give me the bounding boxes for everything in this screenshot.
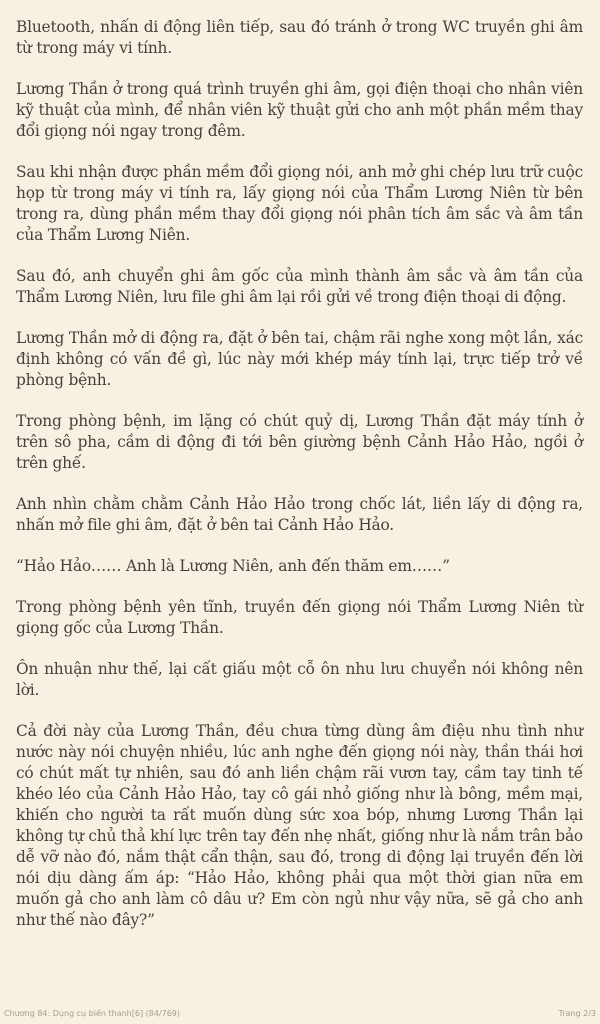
paragraph: Anh nhìn chằm chằm Cảnh Hảo Hảo trong chốc lát, liền lấy di động ra, nhấn mở file ghi âm, đặt ở bên tai Cảnh Hảo Hảo. — [16, 495, 583, 534]
chapter-progress: Chương 84: Dụng cụ biến thanh[6] (84/769) — [4, 1008, 181, 1018]
paragraph: Ôn nhuận như thế, lại cất giấu một cỗ ôn nhu lưu chuyển nói không nên lời. — [16, 660, 583, 699]
paragraph: Trong phòng bệnh, im lặng có chút quỷ dị, Lương Thần đặt máy tính ở trên sô pha, cầm di động đi tới bên giường bệnh Cảnh Hảo Hảo, ngồi ở trên ghế. — [16, 412, 583, 472]
paragraph: “Hảo Hảo…… Anh là Lương Niên, anh đến thăm em……” — [16, 557, 450, 575]
paragraph: Bluetooth, nhấn di động liên tiếp, sau đó tránh ở trong WC truyền ghi âm từ trong máy vi tính. — [16, 18, 583, 57]
paragraph: Sau khi nhận được phần mềm đổi giọng nói, anh mở ghi chép lưu trữ cuộc họp từ trong máy vi tính ra, lấy giọng nói của Thẩm Lương Niên từ bên trong ra, dùng phần mềm thay đổi giọng nói phân tích âm sắc và âm tần của Thẩm Lương Niên. — [16, 163, 583, 244]
page-indicator: Trang 2/3 — [558, 1008, 596, 1018]
paragraph: Lương Thần mở di động ra, đặt ở bên tai, chậm rãi nghe xong một lần, xác định không có vấn đề gì, lúc này mới khép máy tính lại, trực tiếp trở về phòng bệnh. — [16, 329, 583, 389]
reader-content[interactable] — [16, 17, 583, 951]
paragraph: Trong phòng bệnh yên tĩnh, truyền đến giọng nói Thẩm Lương Niên từ giọng gốc của Lương Thần. — [16, 598, 583, 637]
paragraph: Lương Thần ở trong quá trình truyền ghi âm, gọi điện thoại cho nhân viên kỹ thuật của mình, để nhân viên kỹ thuật gửi cho anh một phần mềm thay đổi giọng nói ngay trong đêm. — [16, 80, 583, 140]
paragraph: Sau đó, anh chuyển ghi âm gốc của mình thành âm sắc và âm tần của Thẩm Lương Niên, lưu file ghi âm lại rồi gửi về trong điện thoại di động. — [16, 267, 583, 306]
reader-footer — [4, 1006, 596, 1020]
paragraph: Cả đời này của Lương Thần, đều chưa từng dùng âm điệu nhu tình như nước này nói chuyện nhiều, lúc anh nghe đến giọng nói này, thần thái hơi có chút mất tự nhiên, sau đó anh liền chậm rãi vươn tay, cầm tay tinh tế khéo léo của Cảnh Hảo Hảo, tay cô gái nhỏ giống như là bông, mềm mại, khiến cho người ta rất muốn dùng sức xoa bóp, nhưng Lương Thần lại không tự chủ thả khí lực trên tay đến nhẹ nhất, giống như là nắm trân bảo dễ vỡ nào đó, nắm thật cẩn thận, sau đó, trong di động lại truyền đến lời nói dịu dàng ấm áp: “Hảo Hảo, không phải qua một thời gian nữa em muốn gả cho anh làm cô dâu ư? Em còn ngủ như vậy nữa, sẽ gả cho anh như thế nào đây?” — [16, 722, 583, 929]
